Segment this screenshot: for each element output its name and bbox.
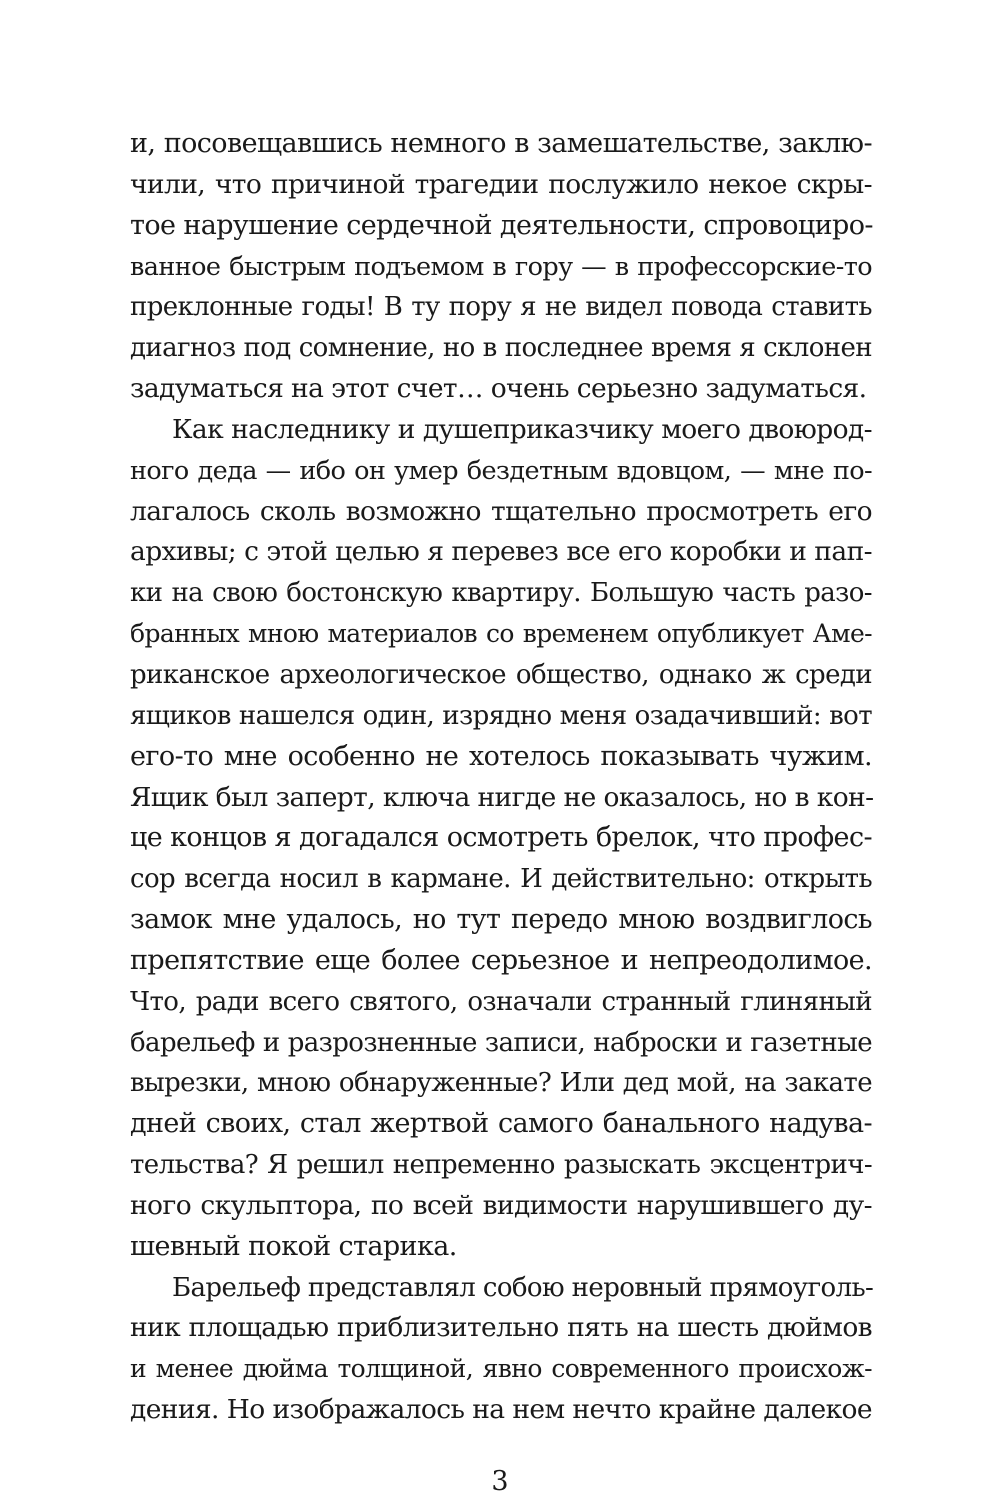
text-line: бранных мною материалов со временем опубликует Аме- [130, 619, 872, 649]
text-line: замок мне удалось, но тут передо мною воздвиглось [130, 904, 872, 936]
text-line: сор всегда носил в кармане. И действительно: открыть [130, 864, 872, 895]
text-line: Ящик был заперт, ключа нигде не оказалось, но в кон- [130, 781, 874, 813]
text-line-paragraph-start: Как наследнику и душеприказчику моего двоюрод- [172, 413, 872, 445]
text-line: ник площадью приблизительно пять на шесть дюймов [130, 1312, 872, 1344]
text-line: ки на свою бостонскую квартиру. Большую часть разо- [130, 578, 872, 609]
text-line-paragraph-end: задуматься на этот счет… очень серьезно задуматься. [130, 373, 867, 405]
text-line: дней своих, стал жертвой самого банального надува- [130, 1108, 872, 1140]
text-line: чили, что причиной трагедии послужило некое скры- [130, 168, 872, 200]
text-line: диагноз под сомнение, но в последнее время я склонен [130, 333, 872, 364]
text-line: ванное быстрым подъемом в гору — в профессорские-то [130, 251, 872, 282]
text-line: препятствие еще более серьезное и непреодолимое. [130, 944, 872, 976]
text-line: тельства? Я решил непременно разыскать эксцентрич- [130, 1150, 872, 1181]
text-line: преклонные годы! В ту пору я не видел повода ставить [130, 292, 872, 323]
text-line: его-то мне особенно не хотелось показывать чужим. [130, 740, 872, 772]
text-line: ящиков нашелся один, изрядно меня озадачивший: вот [130, 700, 872, 731]
page-number: 3 [491, 1466, 509, 1497]
text-line: лагалось сколь возможно тщательно просмотреть его [130, 495, 872, 527]
text-line: вырезки, мною обнаруженные? Или дед мой, на закате [130, 1068, 872, 1099]
text-line: риканское археологическое общество, однако ж среди [130, 659, 872, 690]
text-line-paragraph-end: шевный покой старика. [130, 1230, 457, 1262]
page-body [130, 124, 872, 1431]
text-line: Что, ради всего святого, означали странный глиняный [130, 986, 872, 1017]
text-line: це концов я догадался осмотреть брелок, что профес- [130, 822, 872, 854]
text-line-paragraph-start: Барельеф представлял собою неровный прямоуголь- [172, 1272, 874, 1303]
text-line: и менее дюйма толщиной, явно современного происхож- [130, 1354, 872, 1384]
text-line: ного деда — ибо он умер бездетным вдовцом, — мне по- [130, 455, 872, 486]
text-line: барельеф и разрозненные записи, наброски и газетные [130, 1027, 872, 1058]
text-line: и, посовещавшись немного в замешательстве, заклю- [130, 128, 872, 159]
text-line: архивы; с этой целью я перевез все его коробки и пап- [130, 536, 872, 568]
text-line: тое нарушение сердечной деятельности, спровоциро- [130, 209, 873, 241]
text-line: дения. Но изображалось на нем нечто крайне далекое [130, 1394, 872, 1426]
text-line: ного скульптора, по всей видимости нарушившего ду- [130, 1189, 872, 1221]
